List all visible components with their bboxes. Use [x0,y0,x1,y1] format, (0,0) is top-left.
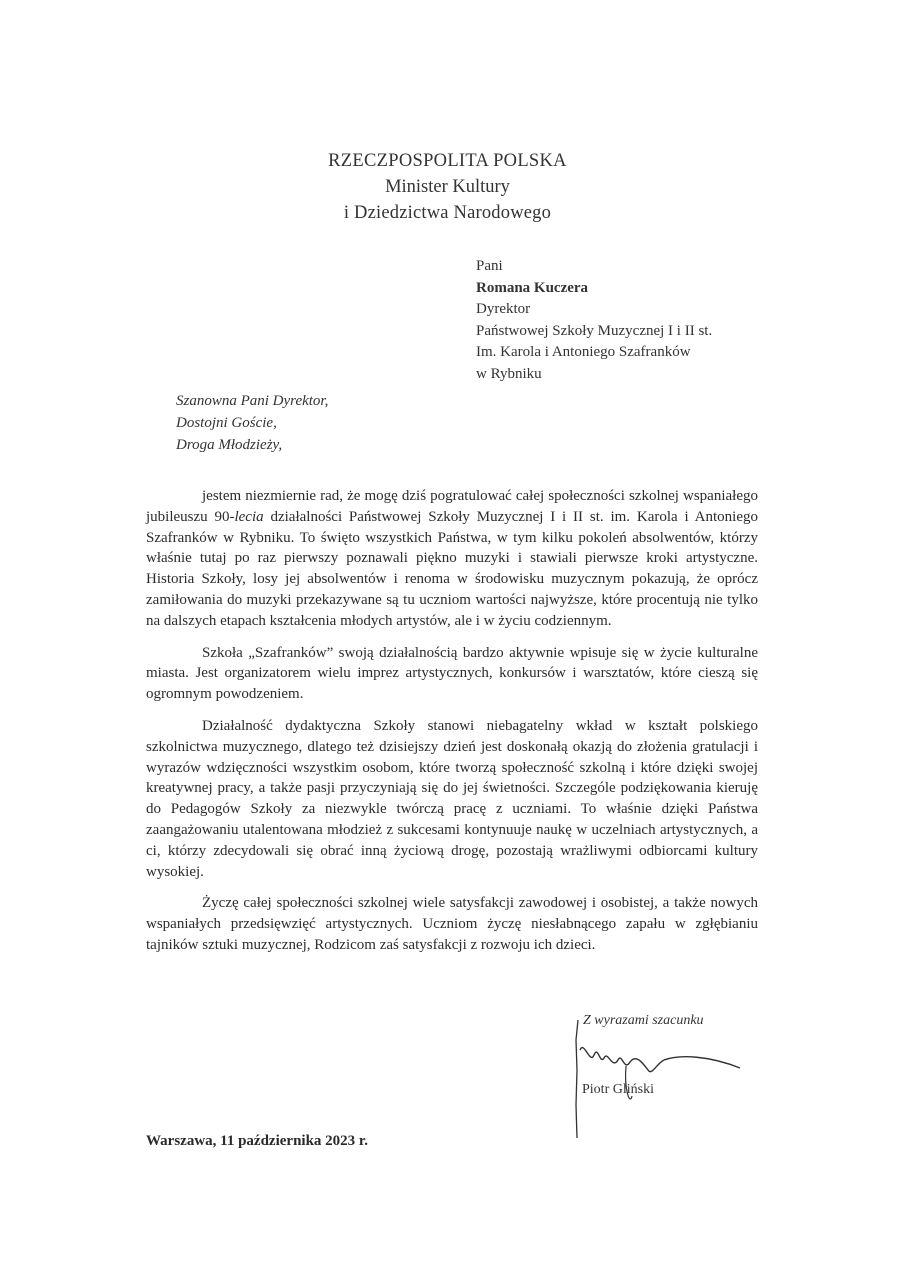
recipient-block [476,256,712,385]
recipient-name: Romana Kuczera [476,279,589,296]
recipient-school-patron: Im. Karola i Antoniego Szafranków [476,344,691,360]
salutation-line-3: Droga Młodzieży, [176,437,283,453]
recipient-title: Pani [476,258,503,274]
salutation-line-1: Szanowna Pani Dyrektor, [176,393,329,409]
letter-body [146,486,758,967]
paragraph-2: Szkoła „Szafranków” swoją działalnością bardzo aktywnie wpisuje się w życie kulturalne miasta. Jest organizatorem wielu imprez artystycznych, konkursów i warsztatów, które cieszą się ogromnym powodzeniem. [146,644,758,703]
italic-lecia: lecia [234,508,264,525]
recipient-school: Państwowej Szkoły Muzycznej I i II st. [476,322,713,339]
signer-name: Piotr Gliński [582,1082,654,1097]
letterhead-country: RZECZPOSPOLITA POLSKA [328,151,567,171]
letterhead [270,148,625,226]
handwritten-signature [560,1010,760,1140]
closing-phrase: Z wyrazami szacunku [583,1013,704,1028]
paragraph-4: Życzę całej społeczności szkolnej wiele satysfakcji zawodowej i osobistej, a także nowych wspaniałych przedsięwzięć artystycznych. Uczniom życzę niesłabnącego zapału w zgłębianiu tajników sztuki muzycznej, Rodzicom zaś satysfakcji z rozwoju ich dzieci. [146,895,758,953]
paragraph-3: Działalność dydaktyczna Szkoły stanowi niebagatelny wkład w kształt polskiego szkolnictwa muzycznego, dlatego też dzisiejszy dzień jest doskonałą okazją do złożenia gratulacji i wyrazów wdzięczności wszystkim osobom, które tworzą społeczność szkolną i które dzięki swojej kreatywnej pracy, a także pasji przyczyniają się do jej świetności. Szczególe podziękowania kieruję do Pedagogów Szkoły za niezwykle twórczą pracę z uczniami. To właśnie dzięki Państwa zaangażowaniu utalentowana młodzież z sukcesami kontynuuje naukę w uczelniach artystycznych, a ci, którzy zdecydowali się obrać inną życiową drogę, pozostają wrażliwymi odbiorcami kultury wysokiej. [146,717,758,880]
date-place: Warszawa, 11 października 2023 r. [146,1133,368,1149]
recipient-role: Dyrektor [476,301,531,317]
salutation-line-2: Dostojni Goście, [176,415,277,431]
letterhead-ministry-2: i Dziedzictwa Narodowego [343,203,552,223]
paragraph-1: jestem niezmiernie rad, że mogę dziś pogratulować całej społeczności szkolnej wspaniałego jubileuszu 90-lecia działalności Państwowej Szkoły Muzycznej I i II st. im. Karola i Antoniego Szafranków w Rybniku. To święto wszystkich Państwa, w tym kilku pokoleń absolwentów, którzy właśnie tutaj po raz pierwszy poznawali piękno muzyki i stawiali pierwsze kroki artystyczne. Historia Szkoły, losy jej absolwentów i renoma w środowisku muzycznym pokazują, że oprócz zamiłowania do muzyki przekazywane są tu uczniom wartości najwyższe, które procentują nie tylko na dalszych etapach kształcenia młodych artystów, ale i w życiu codziennym. [146,488,758,629]
salutation [176,390,328,456]
recipient-city: w Rybniku [476,365,542,382]
letterhead-ministry: Minister Kultury [385,177,510,197]
